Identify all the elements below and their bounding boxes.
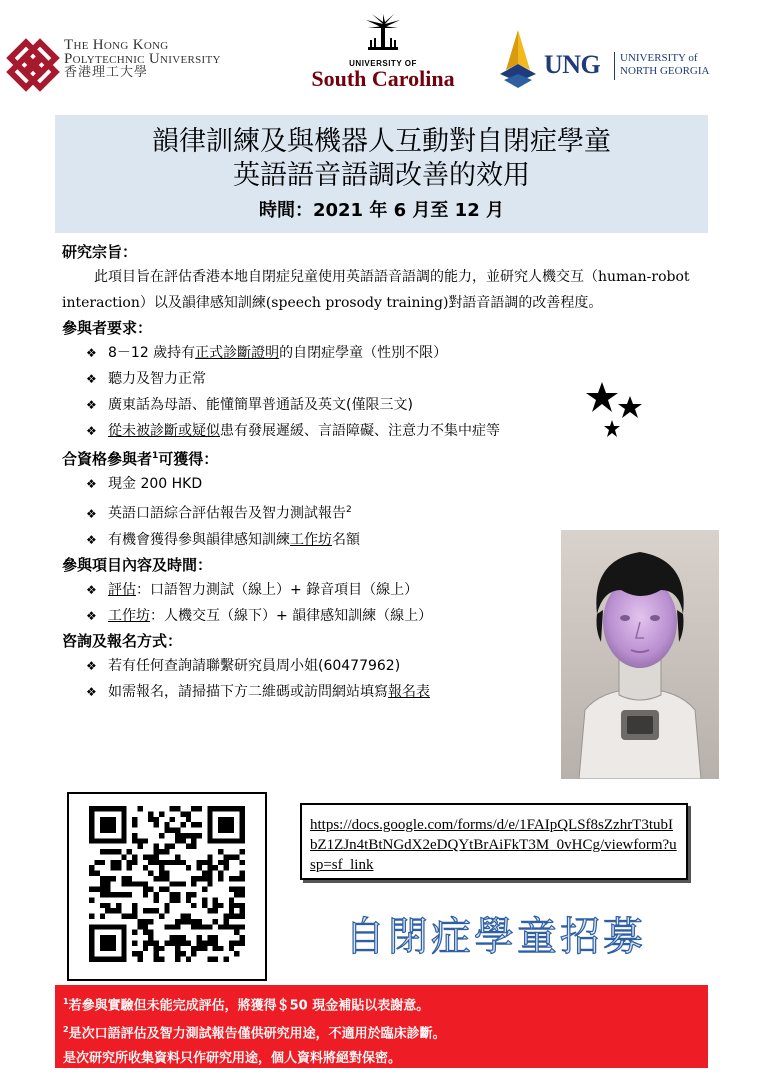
title-box	[55, 115, 708, 233]
bullet-icon: ❖	[86, 372, 97, 386]
requirement-item: ❖ 從未被診斷或疑似患有發展遲緩、言語障礙、注意力不集中症等	[62, 418, 712, 444]
bullet-icon: ❖	[86, 582, 97, 597]
requirements-heading: 參與者要求：	[62, 319, 153, 337]
title-line-2: 英語語音語調改善的效用	[233, 160, 530, 191]
contact-heading: 咨詢及報名方式：	[62, 631, 183, 650]
form-link-box	[300, 803, 688, 880]
schedule-heading: 參與項目內容及時間：	[62, 555, 213, 574]
usc-logo	[298, 14, 468, 92]
stars-icon	[586, 382, 646, 440]
bullet-icon: ❖	[86, 608, 97, 623]
bullet-icon: ❖	[86, 477, 97, 491]
polyu-name-line1: The Hong Kong	[64, 37, 169, 53]
ung-logo	[496, 30, 760, 92]
footnote-3: 是次研究所收集資料只作研究用途，個人資料將絕對保密。	[63, 1050, 402, 1066]
bullet-icon: ❖	[86, 424, 97, 438]
bullet-icon: ❖	[86, 346, 97, 360]
qr-code-icon[interactable]	[89, 806, 245, 962]
contact-item: ❖ 若有任何查詢請聯繫研究員周小姐(60477962)	[62, 653, 712, 679]
benefits-heading: 合資格參與者$^1$可獲得：	[62, 450, 219, 468]
bullet-icon: ❖	[86, 506, 97, 521]
benefit-item: ❖ 現金 200 HKD	[62, 471, 712, 497]
requirement-item: ❖ 聽力及智力正常	[62, 366, 712, 392]
bullet-icon: ❖	[86, 398, 97, 412]
study-period: 時間：2021 年 6 月至 12 月	[258, 200, 504, 221]
footnote-1: $^1$若參與實驗但未能完成評估，將獲得＄50 現金補貼以表謝意。	[63, 997, 430, 1014]
polyu-emblem-icon	[6, 38, 60, 92]
ung-name-line1: UNIVERSITY of	[620, 52, 698, 64]
footnote-box	[55, 985, 708, 1068]
purpose-text: 此項目旨在評估香港本地自閉症兒童使用英語語音語調的能力，並研究人機交互（human-robot interaction）以及韻律感知訓練(speech prosody training)對語音語調的改善程度。	[62, 269, 690, 311]
requirement-item: ❖ 8－12 歲持有正式診斷證明的自閉症學童（性別不限）	[62, 340, 712, 366]
ung-spire-icon	[496, 30, 540, 92]
qr-code-frame	[67, 792, 267, 981]
robot-photo	[561, 530, 719, 779]
signup-form-link[interactable]: 報名表	[388, 683, 430, 700]
footnote-2: $^2$是次口語評估及智力測試報告僅供研究用途，不適用於臨床診斷。	[63, 1025, 446, 1042]
ung-name	[620, 52, 709, 78]
usc-big-text: South Carolina	[311, 66, 455, 91]
ung-separator	[614, 52, 615, 80]
usc-small-text: UNIVERSITY OF	[349, 59, 417, 68]
ung-name-line2: NORTH GEORGIA	[620, 65, 710, 77]
benefit-item: ❖ 英語口語綜合評估報告及智力測試報告$^2$	[62, 497, 712, 527]
bullet-icon: ❖	[86, 684, 97, 699]
schedule-item: ❖ 工作坊：人機交互（線下）+ 韻律感知訓練（線上）	[62, 603, 712, 629]
palmetto-tree-icon	[358, 14, 408, 54]
schedule-item: ❖ 評估：口語智力測試（線上）+ 錄音項目（線上）	[62, 577, 712, 603]
polyu-name-line2: Polytechnic University	[64, 51, 221, 67]
bullet-icon: ❖	[86, 658, 97, 673]
benefit-item: ❖ 有機會獲得參與韻律感知訓練工作坊名額	[62, 527, 712, 553]
logo-row	[0, 14, 763, 94]
requirement-item: ❖ 廣東話為母語、能懂簡單普通話及英文(僅限三文)	[62, 392, 712, 418]
recruit-banner: 自閉症學童招募	[345, 914, 646, 960]
purpose-heading: 研究宗旨：	[62, 243, 138, 261]
title-line-1: 韻律訓練及與機器人互動對自閉症學童	[152, 126, 611, 157]
bullet-icon: ❖	[86, 532, 97, 547]
polyu-name-zh: 香港理工大學	[64, 65, 149, 80]
form-url-link[interactable]: https://docs.google.com/forms/d/e/1FAIpQLSf8sZzhrT3tubIbZ1ZJn4tBtNGdX2eDQYtBrAiFkT3M_0vHCg/viewform?usp=sf_link	[310, 817, 677, 873]
contact-item: ❖ 如需報名，請掃描下方二維碼或訪問網站填寫報名表	[62, 679, 712, 705]
polyu-logo	[6, 36, 306, 92]
ung-letters: UNG	[544, 50, 601, 79]
